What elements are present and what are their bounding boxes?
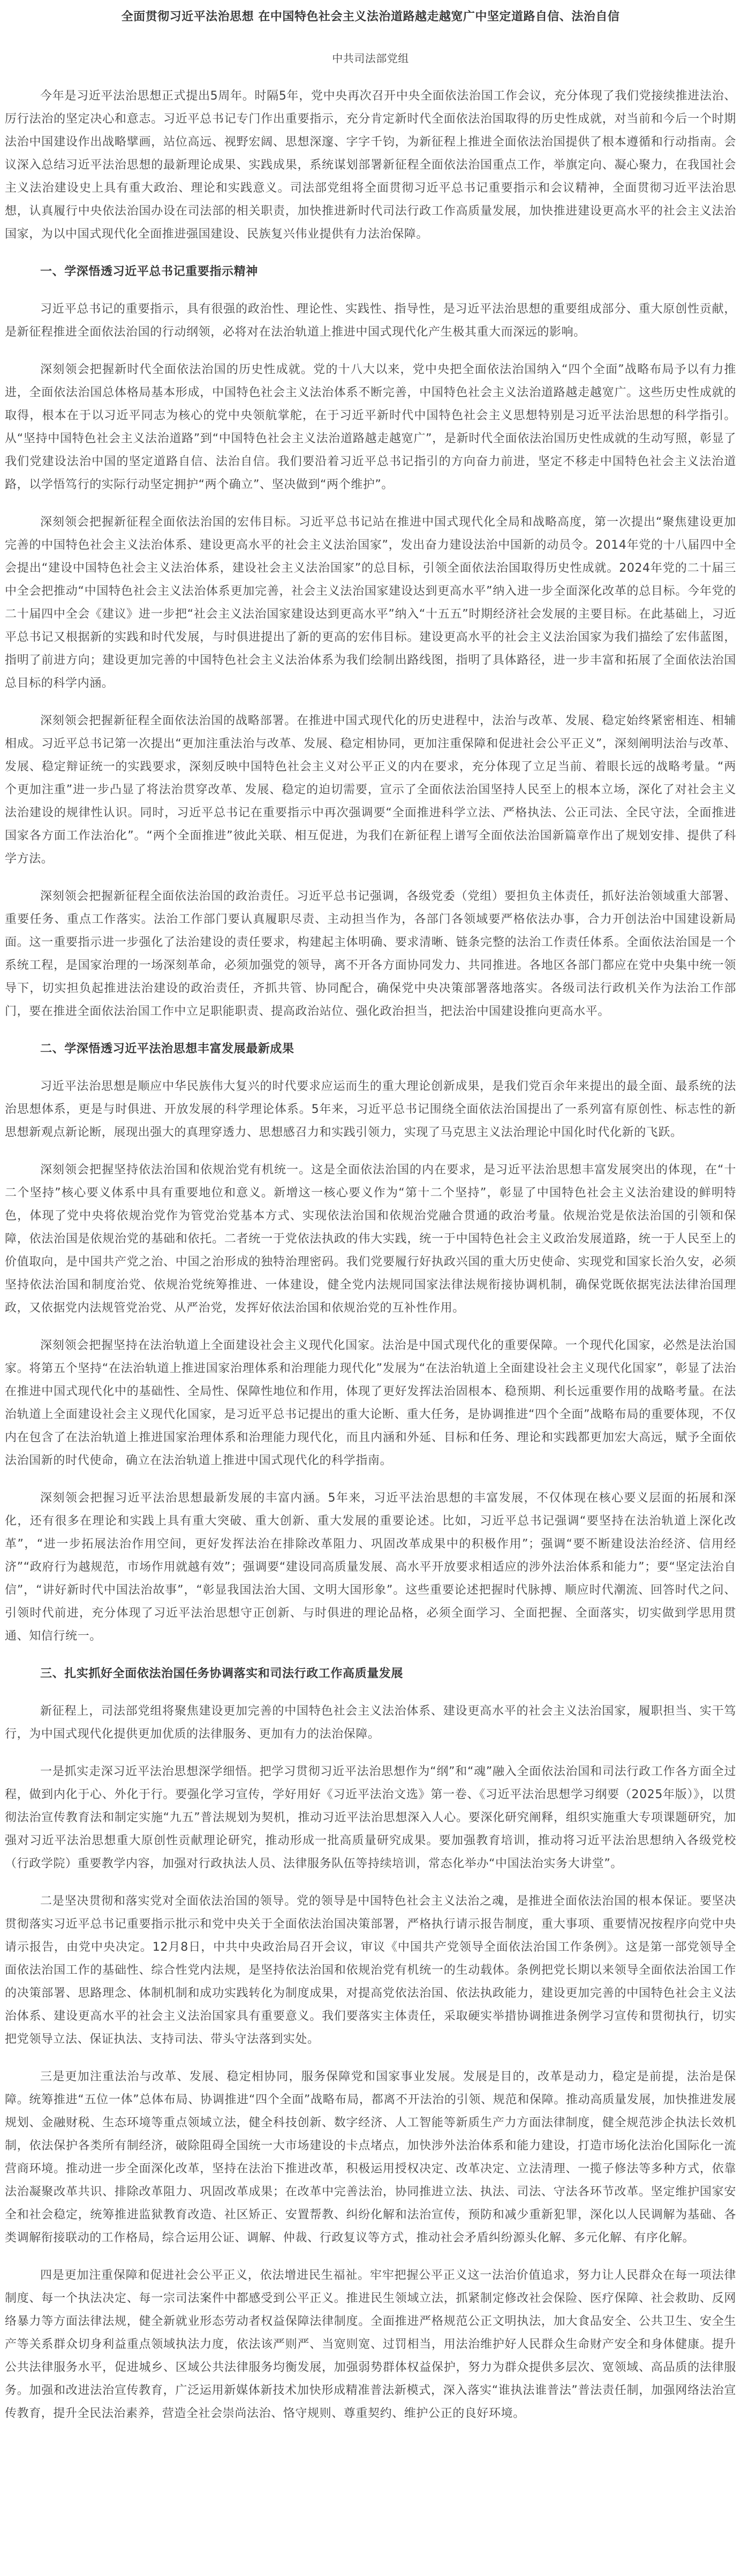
paragraph: 新征程上，司法部党组将聚焦建设更加完善的中国特色社会主义法治体系、建设更高水平的社会主义法治国家，履职担当、实干笃行，为中国式现代化提供更加优质的法律服务、更加有力的法治保障。 xyxy=(5,1704,736,1741)
section-heading-1: 一、学深悟透习近平总书记重要指示精神 xyxy=(40,265,258,278)
section-heading-2: 二、学深悟透习近平法治思想丰富发展最新成果 xyxy=(40,1042,294,1056)
paragraph: 四是更加注重保障和促进社会公平正义，依法增进民生福祉。牢牢把握公平正义这一法治价值追求，努力让人民群众在每一项法律制度、每一个执法决定、每一宗司法案件中都感受到公平正义。推进民生领域立法，抓紧制定修改社会保险、医疗保障、社会救助、反网络暴力等方面法律法规，健全新就业形态劳动者权益保障法律制度。全面推进严格规范公正文明执法，加大食品安全、公共卫生、安全生产等关系群众切身利益重点领域执法力度，依法该严则严、当宽则宽、过罚相当，用法治维护好人民群众生命财产安全和身体健康。提升公共法律服务水平，促进城乡、区域公共法律服务均衡发展，加强弱势群体权益保护，努力为群众提供多层次、宽领域、高品质的法律服务。加强和改进法治宣传教育，广泛运用新媒体新技术加快形成精准普法新模式，深入落实“谁执法谁普法”普法责任制，加强网络法治宣传教育，提升全民法治素养，营造全社会崇尚法治、恪守规则、尊重契约、维护公正的良好环境。 xyxy=(5,2269,736,2420)
paragraph: 深刻领会把握新征程全面依法治国的宏伟目标。习近平总书记站在推进中国式现代化全局和战略高度，第一次提出“聚焦建设更加完善的中国特色社会主义法治体系、建设更高水平的社会主义法治国家”，发出奋力建设法治中国新的动员令。2014年党的十八届四中全会提出“建设中国特色社会主义法治体系，建设社会主义法治国家”的总目标，引领全面依法治国取得历史性成就。2024年党的二十届三中全会把推动“中国特色社会主义法治体系更加完善，社会主义法治国家建设达到更高水平”纳入进一步全面深化改革的总目标。今年党的二十届四中全会《建议》进一步把“社会主义法治国家建设达到更高水平”纳入“十五五”时期经济社会发展的主要目标。在此基础上，习近平总书记又根据新的实践和时代发展，与时俱进提出了新的更高的宏伟目标。建设更高水平的社会主义法治国家为我们描绘了宏伟蓝图，指明了前进方向；建设更加完善的中国特色社会主义法治体系为我们绘制出路线图，指明了具体路径，进一步丰富和拓展了全面依法治国总目标的科学内涵。 xyxy=(5,516,736,690)
paragraph: 习近平法治思想是顺应中华民族伟大复兴的时代要求应运而生的重大理论创新成果，是我们党百余年来提出的最全面、最系统的法治思想体系，更是与时俱进、开放发展的科学理论体系。5年来，习近平总书记围绕全面依法治国提出了一系列富有原创性、标志性的新思想新观点新论断，展现出强大的真理穿透力、思想感召力和实践引领力，实现了马克思主义法治理论中国化时代化新的飞跃。 xyxy=(5,1080,736,1139)
paragraph: 深刻领会把握新征程全面依法治国的战略部署。在推进中国式现代化的历史进程中，法治与改革、发展、稳定始终紧密相连、相辅相成。习近平总书记第一次提出“更加注重法治与改革、发展、稳定相协同，更加注重保障和促进社会公平正义”，深刻阐明法治与改革、发展、稳定辩证统一的实践要求，深刻反映中国特色社会主义对公平正义的内在要求，充分体现了立足当前、着眼长远的战略考量。“两个更加注重”进一步凸显了将法治贯穿改革、发展、稳定的迫切需要，宣示了全面依法治国坚持人民至上的根本立场，深化了对社会主义法治建设的规律性认识。同时，习近平总书记在重要指示中再次强调要“全面推进科学立法、严格执法、公正司法、全民守法，全面推进国家各方面工作法治化”。“两个全面推进”彼此关联、相互促进，为我们在新征程上谱写全面依法治国新篇章作出了规划安排、提供了科学方法。 xyxy=(5,714,736,866)
paragraph: 三是更加注重法治与改革、发展、稳定相协同，服务保障党和国家事业发展。发展是目的，改革是动力，稳定是前提，法治是保障。统筹推进“五位一体”总体布局、协调推进“四个全面”战略布局，都离不开法治的引领、规范和保障。推动高质量发展，加快推进发展规划、金融财税、生态环境等重点领域立法，健全科技创新、数字经济、人工智能等新质生产力方面法律制度，健全规范涉企执法长效机制，依法保护各类所有制经济，破除阻碍全国统一大市场建设的卡点堵点，加快涉外法治体系和能力建设，打造市场化法治化国际化一流营商环境。推动进一步全面深化改革，坚持在法治下推进改革，积极运用授权决定、改革决定、立法清理、一揽子修法等多种方式，依靠法治凝聚改革共识、排除改革阻力、巩固改革成果；在改革中完善法治，协同推进立法、执法、司法、守法各环节改革。坚定维护国家安全和社会稳定，统筹推进监狱教育改造、社区矫正、安置帮教、纠纷化解和法治宣传，预防和减少重新犯罪，深化以人民调解为基础、各类调解衔接联动的工作格局，综合运用公证、调解、仲裁、行政复议等方式，推动社会矛盾纠纷源头化解、多元化解、有序化解。 xyxy=(5,2070,736,2245)
paragraph: 深刻领会把握坚持依法治国和依规治党有机统一。这是全面依法治国的内在要求，是习近平法治思想丰富发展突出的体现，在“十二个坚持”核心要义体系中具有重要地位和意义。新增这一核心要义作为“第十二个坚持”，彰显了中国特色社会主义法治建设的鲜明特色，体现了党中央将依规治党作为管党治党基本方式、实现依法治国和依规治党融合贯通的政治考量。依规治党是依法治国的引领和保障，依法治国是依规治党的基础和依托。二者统一于党依法执政的伟大实践，统一于中国特色社会主义政治发展道路，统一于人民至上的价值取向，是中国共产党之治、中国之治形成的独特治理密码。我们党要履行好执政兴国的重大历史使命、实现党和国家长治久安，必须坚持依法治国和制度治党、依规治党统筹推进、一体建设，健全党内法规同国家法律法规衔接协调机制，确保党既依据宪法法律治国理政，又依据党内法规管党治党、从严治党，发挥好依法治国和依规治党的互补性作用。 xyxy=(5,1163,736,1315)
paragraph: 今年是习近平法治思想正式提出5周年。时隔5年，党中央再次召开中央全面依法治国工作会议，充分体现了我们党接续推进法治、厉行法治的坚定决心和意志。习近平总书记专门作出重要指示，充分肯定新时代全面依法治国取得的历史性成就，对当前和今后一个时期法治中国建设作出战略擘画，站位高远、视野宏阔、思想深邃、字字千钧，为新征程上推进全面依法治国提供了根本遵循和行动指南。会议深入总结习近平法治思想的最新理论成果、实践成果，系统谋划部署新征程全面依法治国重点工作，举旗定向、凝心聚力，在我国社会主义法治建设史上具有重大政治、理论和实践意义。司法部党组将全面贯彻习近平总书记重要指示和会议精神，全面贯彻习近平法治思想，认真履行中央依法治国办设在司法部的相关职责，加快推进新时代司法行政工作高质量发展，加快推进建设更高水平的社会主义法治国家，为以中国式现代化全面推进强国建设、民族复兴伟业提供有力法治保障。 xyxy=(5,89,736,241)
paragraph: 深刻领会把握新时代全面依法治国的历史性成就。党的十八大以来，党中央把全面依法治国纳入“四个全面”战略布局予以有力推进，全面依法治国总体格局基本形成，中国特色社会主义法治体系不断完善，中国特色社会主义法治道路越走越宽广。这些历史性成就的取得，根本在于以习近平同志为核心的党中央领航掌舵，在于习近平新时代中国特色社会主义思想特别是习近平法治思想的科学指引。从“坚持中国特色社会主义法治道路”到“中国特色社会主义法治道路越走越宽广”，是新时代全面依法治国历史性成就的生动写照，彰显了我们党建设法治中国的坚定道路自信、法治自信。我们要沿着习近平总书记指引的方向奋力前进，坚定不移走中国特色社会主义法治道路，以学悟笃行的实际行动坚定拥护“两个确立”、坚决做到“两个维护”。 xyxy=(5,363,736,491)
paragraph: 深刻领会把握新征程全面依法治国的政治责任。习近平总书记强调，各级党委（党组）要担负主体责任，抓好法治领域重大部署、重要任务、重点工作落实。法治工作部门要认真履职尽责、主动担当作为，各部门各领域要严格依法办事，合力开创法治中国建设新局面。这一重要指示进一步强化了法治建设的责任要求，构建起主体明确、要求清晰、链条完整的法治工作责任体系。全面依法治国是一个系统工程，是国家治理的一场深刻革命，必须加强党的领导，离不开各方面协同发力、共同推进。各地区各部门都应在党中央集中统一领导下，切实担负起推进法治建设的政治责任，齐抓共管、协同配合，确保党中央决策部署落地落实。各级司法行政机关作为法治工作部门，要在推进全面依法治国工作中立足职能职责、提高政治站位、强化政治担当，把法治中国建设推向更高水平。 xyxy=(5,890,736,1018)
paragraph: 深刻领会把握习近平法治思想最新发展的丰富内涵。5年来，习近平法治思想的丰富发展，不仅体现在核心要义层面的拓展和深化，还有很多在理论和实践上具有重大突破、重大创新、重大发展的重要论述。比如，习近平总书记强调“要坚持在法治轨道上深化改革”，“进一步拓展法治作用空间，更好发挥法治在排除改革阻力、巩固改革成果中的积极作用”；强调“要不断建设法治经济、信用经济”“政府行为越规范，市场作用就越有效”；强调要“建设同高质量发展、高水平开放要求相适应的涉外法治体系和能力”；要“坚定法治自信”，“讲好新时代中国法治故事”，“彰显我国法治大国、文明大国形象”。这些重要论述把握时代脉搏、顺应时代潮流、回答时代之问、引领时代前进，充分体现了习近平法治思想守正创新、与时俱进的理论品格，必须全面学习、全面把握、全面落实，切实做到学思用贯通、知信行统一。 xyxy=(5,1491,736,1643)
paragraph: 深刻领会把握坚持在法治轨道上全面建设社会主义现代化国家。法治是中国式现代化的重要保障。一个现代化国家，必然是法治国家。将第五个坚持“在法治轨道上推进国家治理体系和治理能力现代化”发展为“在法治轨道上全面建设社会主义现代化国家”，彰显了法治在推进中国式现代化中的基础性、全局性、保障性地位和作用，体现了更好发挥法治固根本、稳预期、利长远重要作用的战略考量。在法治轨道上全面建设社会主义现代化国家，是习近平总书记提出的重大论断、重大任务，是协调推进“四个全面”战略布局的重要体现，不仅内在包含了在法治轨道上推进国家治理体系和治理能力现代化，而且内涵和外延、目标和任务、理论和实践都更加宏大高远，赋予全面依法治国新的时代使命，确立在法治轨道上推进中国式现代化的科学指南。 xyxy=(5,1339,736,1467)
paragraph: 一是抓实走深习近平法治思想深学细悟。把学习贯彻习近平法治思想作为“纲”和“魂”融入全面依法治国和司法行政工作各方面全过程，做到内化于心、外化于行。要强化学习宣传，学好用好《习近平法治文选》第一卷、《习近平法治思想学习纲要（2025年版）》，以贯彻法治宣传教育法和制定实施“九五”普法规划为契机，推动习近平法治思想深入人心。要深化研究阐释，组织实施重大专项课题研究，加强对习近平法治思想重大原创性贡献理论研究，推动形成一批高质量研究成果。要加强教育培训，推动将习近平法治思想纳入各级党校（行政学院）重要教学内容，加强对行政执法人员、法律服务队伍等持续培训，常态化举办“中国法治实务大讲堂”。 xyxy=(5,1765,736,1870)
article-author: 中共司法部党组 xyxy=(332,52,409,65)
paragraph: 二是坚决贯彻和落实党对全面依法治国的领导。党的领导是中国特色社会主义法治之魂，是推进全面依法治国的根本保证。要坚决贯彻落实习近平总书记重要指示批示和党中央关于全面依法治国决策部署，严格执行请示报告制度，重大事项、重要情况按程序向党中央请示报告，由党中央决定。12月8日，中共中央政治局召开会议，审议《中国共产党领导全面依法治国工作条例》。这是第一部党领导全面依法治国工作的基础性、综合性党内法规，是坚持依法治国和依规治党有机统一的生动载体。条例把党长期以来领导全面依法治国工作的决策部署、思路理念、体制机制和成功实践转化为制度成果，对提高党依法治国、依法执政能力，建设更加完善的中国特色社会主义法治体系、建设更高水平的社会主义法治国家具有重要意义。我们要落实主体责任，采取硬实举措协调推进条例学习宣传和贯彻执行，切实把党领导立法、保证执法、支持司法、带头守法落到实处。 xyxy=(5,1895,736,2046)
section-heading-3: 三、扎实抓好全面依法治国任务协调落实和司法行政工作高质量发展 xyxy=(40,1667,404,1680)
article-title: 全面贯彻习近平法治思想 在中国特色社会主义法治道路越走越宽广中坚定道路自信、法治自信 xyxy=(121,10,620,24)
paragraph: 习近平总书记的重要指示，具有很强的政治性、理论性、实践性、指导性，是习近平法治思想的重要组成部分、重大原创性贡献，是新征程推进全面依法治国的行动纲领，必将对在法治轨道上推进中国式现代化产生极其重大而深远的影响。 xyxy=(5,302,736,339)
